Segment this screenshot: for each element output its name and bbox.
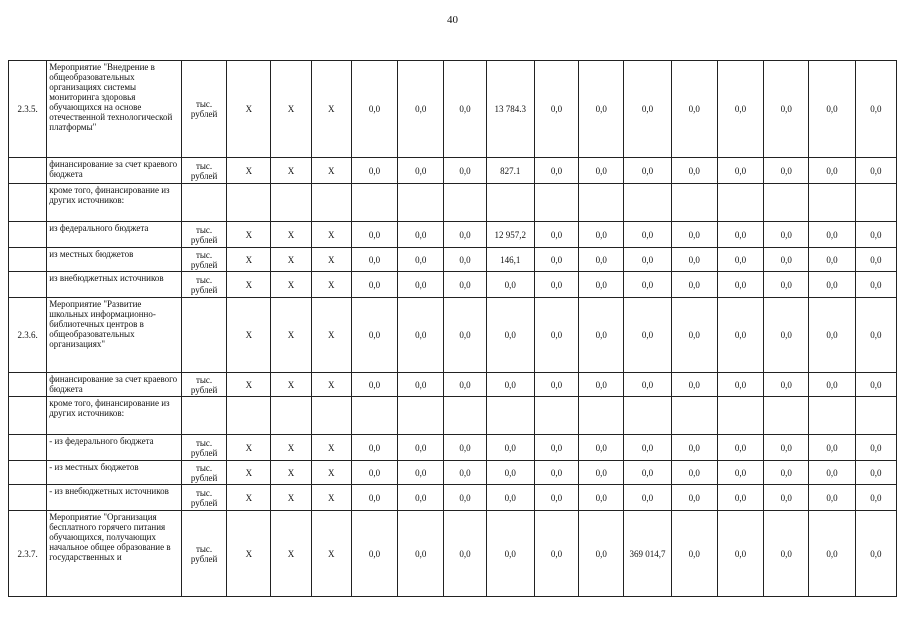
row-description: из внебюджетных источников bbox=[47, 272, 182, 298]
value-cell bbox=[534, 397, 578, 435]
table-row bbox=[9, 184, 897, 222]
value-cell: 0,0 bbox=[717, 272, 763, 298]
value-cell: 0,0 bbox=[809, 61, 855, 158]
row-description: кроме того, финансирование из других источников: bbox=[47, 184, 182, 222]
value-cell: 0,0 bbox=[444, 272, 486, 298]
row-number bbox=[9, 222, 47, 248]
value-cell: X bbox=[311, 222, 351, 248]
value-cell: 0,0 bbox=[764, 373, 809, 397]
table-row bbox=[9, 397, 897, 435]
value-cell: 0,0 bbox=[671, 61, 717, 158]
value-cell: 0,0 bbox=[351, 373, 397, 397]
budget-table bbox=[8, 60, 897, 597]
value-cell: X bbox=[271, 461, 311, 485]
value-cell: X bbox=[311, 272, 351, 298]
row-number bbox=[9, 461, 47, 485]
value-cell: 0,0 bbox=[534, 511, 578, 597]
value-cell: X bbox=[227, 435, 271, 461]
value-cell bbox=[855, 184, 896, 222]
value-cell: 0,0 bbox=[444, 298, 486, 373]
value-cell: 0,0 bbox=[809, 158, 855, 184]
row-unit: тыс. рублей bbox=[181, 158, 226, 184]
value-cell bbox=[351, 184, 397, 222]
row-unit bbox=[181, 184, 226, 222]
value-cell bbox=[271, 184, 311, 222]
value-cell: 0,0 bbox=[534, 435, 578, 461]
value-cell: 0,0 bbox=[534, 222, 578, 248]
value-cell: 0,0 bbox=[717, 435, 763, 461]
row-description: Мероприятие "Развитие школьных информационно-библиотечных центров в общеобразовательных организациях" bbox=[47, 298, 182, 373]
row-description: - из федерального бюджета bbox=[47, 435, 182, 461]
value-cell: 0,0 bbox=[579, 248, 624, 272]
value-cell bbox=[311, 184, 351, 222]
value-cell bbox=[444, 397, 486, 435]
value-cell: 0,0 bbox=[579, 373, 624, 397]
value-cell bbox=[534, 184, 578, 222]
value-cell: X bbox=[271, 248, 311, 272]
value-cell: 13 784.3 bbox=[486, 61, 534, 158]
value-cell: 0,0 bbox=[855, 373, 896, 397]
value-cell: 12 957,2 bbox=[486, 222, 534, 248]
table-row bbox=[9, 158, 897, 184]
value-cell: 0,0 bbox=[398, 511, 444, 597]
value-cell: X bbox=[227, 298, 271, 373]
value-cell: 0,0 bbox=[717, 298, 763, 373]
value-cell bbox=[671, 184, 717, 222]
value-cell: X bbox=[227, 158, 271, 184]
value-cell: 0,0 bbox=[717, 248, 763, 272]
value-cell: 0,0 bbox=[398, 435, 444, 461]
value-cell: 0,0 bbox=[444, 435, 486, 461]
value-cell: 0,0 bbox=[809, 298, 855, 373]
value-cell: 0,0 bbox=[398, 485, 444, 511]
row-number bbox=[9, 248, 47, 272]
value-cell: 0,0 bbox=[764, 461, 809, 485]
value-cell bbox=[271, 397, 311, 435]
value-cell: 0,0 bbox=[351, 61, 397, 158]
value-cell: 0,0 bbox=[671, 373, 717, 397]
value-cell: 0,0 bbox=[444, 158, 486, 184]
value-cell: 0,0 bbox=[855, 511, 896, 597]
value-cell bbox=[579, 397, 624, 435]
value-cell: 0,0 bbox=[444, 248, 486, 272]
value-cell: 0,0 bbox=[717, 485, 763, 511]
value-cell: X bbox=[271, 158, 311, 184]
value-cell bbox=[717, 397, 763, 435]
row-unit: тыс. рублей bbox=[181, 272, 226, 298]
row-number bbox=[9, 435, 47, 461]
value-cell: 0,0 bbox=[671, 461, 717, 485]
row-number bbox=[9, 485, 47, 511]
value-cell: 0,0 bbox=[398, 158, 444, 184]
value-cell: 0,0 bbox=[351, 485, 397, 511]
value-cell: 0,0 bbox=[717, 158, 763, 184]
value-cell: 0,0 bbox=[534, 461, 578, 485]
value-cell: 369 014,7 bbox=[624, 511, 671, 597]
value-cell: 0,0 bbox=[671, 511, 717, 597]
value-cell: 0,0 bbox=[444, 222, 486, 248]
value-cell: X bbox=[271, 222, 311, 248]
value-cell: 0,0 bbox=[351, 222, 397, 248]
row-unit: тыс. рублей bbox=[181, 61, 226, 158]
value-cell: 0,0 bbox=[855, 272, 896, 298]
value-cell: X bbox=[271, 485, 311, 511]
value-cell: 0,0 bbox=[855, 222, 896, 248]
table-row bbox=[9, 298, 897, 373]
table-row bbox=[9, 222, 897, 248]
value-cell bbox=[486, 184, 534, 222]
row-description: из местных бюджетов bbox=[47, 248, 182, 272]
value-cell: 0,0 bbox=[671, 435, 717, 461]
value-cell: X bbox=[227, 373, 271, 397]
row-description: кроме того, финансирование из других источников: bbox=[47, 397, 182, 435]
value-cell: 0,0 bbox=[809, 485, 855, 511]
value-cell: 0,0 bbox=[717, 222, 763, 248]
value-cell: 0,0 bbox=[579, 222, 624, 248]
value-cell: 0,0 bbox=[351, 298, 397, 373]
value-cell: 0,0 bbox=[764, 435, 809, 461]
row-number bbox=[9, 397, 47, 435]
value-cell: X bbox=[311, 435, 351, 461]
value-cell: 0,0 bbox=[855, 61, 896, 158]
value-cell: 0,0 bbox=[671, 485, 717, 511]
value-cell: 0,0 bbox=[579, 158, 624, 184]
value-cell: 0,0 bbox=[855, 248, 896, 272]
value-cell: X bbox=[271, 511, 311, 597]
value-cell: 0,0 bbox=[398, 373, 444, 397]
value-cell bbox=[717, 184, 763, 222]
row-number: 2.3.6. bbox=[9, 298, 47, 373]
value-cell bbox=[855, 397, 896, 435]
value-cell: 0,0 bbox=[444, 373, 486, 397]
value-cell: 0,0 bbox=[624, 272, 671, 298]
value-cell: X bbox=[271, 435, 311, 461]
value-cell: 0,0 bbox=[624, 435, 671, 461]
value-cell: 0,0 bbox=[351, 272, 397, 298]
value-cell: 0,0 bbox=[671, 272, 717, 298]
value-cell: 0,0 bbox=[398, 272, 444, 298]
value-cell: 0,0 bbox=[855, 158, 896, 184]
value-cell: 0,0 bbox=[579, 61, 624, 158]
value-cell: 0,0 bbox=[444, 511, 486, 597]
value-cell: 0,0 bbox=[486, 461, 534, 485]
value-cell: X bbox=[271, 272, 311, 298]
row-unit: тыс. рублей bbox=[181, 461, 226, 485]
value-cell bbox=[398, 184, 444, 222]
row-unit bbox=[181, 397, 226, 435]
value-cell: 0,0 bbox=[764, 485, 809, 511]
row-description: Мероприятие "Организация бесплатного горячего питания обучающихся, получающих начальное общее образование в государственных и bbox=[47, 511, 182, 597]
value-cell: X bbox=[271, 61, 311, 158]
value-cell: 0,0 bbox=[855, 435, 896, 461]
value-cell: 0,0 bbox=[579, 461, 624, 485]
value-cell: 0,0 bbox=[624, 222, 671, 248]
table-row bbox=[9, 373, 897, 397]
table-row bbox=[9, 461, 897, 485]
value-cell: 0,0 bbox=[398, 461, 444, 485]
value-cell: 0,0 bbox=[486, 298, 534, 373]
table-row bbox=[9, 248, 897, 272]
value-cell: 0,0 bbox=[534, 485, 578, 511]
value-cell: 0,0 bbox=[624, 248, 671, 272]
value-cell: 0,0 bbox=[444, 461, 486, 485]
row-unit: тыс. рублей bbox=[181, 435, 226, 461]
value-cell: 0,0 bbox=[351, 248, 397, 272]
table-row bbox=[9, 511, 897, 597]
value-cell bbox=[764, 397, 809, 435]
row-description: финансирование за счет краевого бюджета bbox=[47, 373, 182, 397]
value-cell: 0,0 bbox=[717, 511, 763, 597]
value-cell: 0,0 bbox=[809, 461, 855, 485]
value-cell: 0,0 bbox=[624, 61, 671, 158]
row-number bbox=[9, 158, 47, 184]
row-unit: тыс. рублей bbox=[181, 485, 226, 511]
value-cell: X bbox=[311, 248, 351, 272]
value-cell: 0,0 bbox=[444, 485, 486, 511]
value-cell: 0,0 bbox=[855, 461, 896, 485]
table-row bbox=[9, 272, 897, 298]
value-cell: 0,0 bbox=[351, 461, 397, 485]
value-cell: 0,0 bbox=[671, 158, 717, 184]
value-cell bbox=[227, 184, 271, 222]
value-cell: 0,0 bbox=[671, 222, 717, 248]
row-unit: тыс. рублей bbox=[181, 511, 226, 597]
value-cell: 0,0 bbox=[579, 485, 624, 511]
value-cell: 0,0 bbox=[809, 222, 855, 248]
value-cell: 0,0 bbox=[351, 435, 397, 461]
value-cell: 0,0 bbox=[398, 298, 444, 373]
value-cell bbox=[809, 397, 855, 435]
value-cell: 0,0 bbox=[809, 511, 855, 597]
row-number bbox=[9, 184, 47, 222]
value-cell bbox=[227, 397, 271, 435]
value-cell: 0,0 bbox=[624, 373, 671, 397]
row-number: 2.3.7. bbox=[9, 511, 47, 597]
value-cell: 0,0 bbox=[764, 158, 809, 184]
value-cell: X bbox=[271, 298, 311, 373]
table-row bbox=[9, 435, 897, 461]
value-cell: 0,0 bbox=[764, 298, 809, 373]
value-cell bbox=[624, 184, 671, 222]
value-cell: 0,0 bbox=[855, 485, 896, 511]
value-cell: 0,0 bbox=[855, 298, 896, 373]
value-cell: X bbox=[227, 272, 271, 298]
value-cell: 0,0 bbox=[534, 272, 578, 298]
row-description: - из местных бюджетов bbox=[47, 461, 182, 485]
value-cell: X bbox=[227, 222, 271, 248]
value-cell: X bbox=[227, 61, 271, 158]
value-cell: 0,0 bbox=[444, 61, 486, 158]
value-cell: 0,0 bbox=[764, 222, 809, 248]
value-cell: 0,0 bbox=[624, 298, 671, 373]
value-cell: X bbox=[311, 485, 351, 511]
row-unit bbox=[181, 298, 226, 373]
value-cell: 0,0 bbox=[809, 435, 855, 461]
value-cell: 0,0 bbox=[809, 248, 855, 272]
row-description: Мероприятие "Внедрение в общеобразовательных организациях системы мониторинга здоровья обучающихся на основе отечественной технологической платформы" bbox=[47, 61, 182, 158]
row-unit: тыс. рублей bbox=[181, 222, 226, 248]
value-cell: 0,0 bbox=[486, 511, 534, 597]
value-cell: X bbox=[311, 461, 351, 485]
value-cell: 0,0 bbox=[398, 61, 444, 158]
value-cell: 0,0 bbox=[534, 158, 578, 184]
row-number bbox=[9, 272, 47, 298]
value-cell: 0,0 bbox=[579, 272, 624, 298]
row-number bbox=[9, 373, 47, 397]
value-cell: X bbox=[271, 373, 311, 397]
value-cell: 0,0 bbox=[486, 373, 534, 397]
row-number: 2.3.5. bbox=[9, 61, 47, 158]
value-cell: 0,0 bbox=[351, 511, 397, 597]
value-cell: 0,0 bbox=[579, 298, 624, 373]
value-cell: 0,0 bbox=[671, 248, 717, 272]
value-cell: X bbox=[311, 298, 351, 373]
value-cell: 0,0 bbox=[486, 485, 534, 511]
value-cell: 0,0 bbox=[624, 485, 671, 511]
value-cell: 0,0 bbox=[579, 511, 624, 597]
value-cell: 0,0 bbox=[809, 272, 855, 298]
value-cell: 0,0 bbox=[764, 61, 809, 158]
value-cell: 0,0 bbox=[671, 298, 717, 373]
row-unit: тыс. рублей bbox=[181, 248, 226, 272]
value-cell: 0,0 bbox=[534, 298, 578, 373]
value-cell: 0,0 bbox=[764, 248, 809, 272]
value-cell: 0,0 bbox=[486, 435, 534, 461]
value-cell: 827.1 bbox=[486, 158, 534, 184]
value-cell bbox=[486, 397, 534, 435]
value-cell bbox=[444, 184, 486, 222]
value-cell: X bbox=[227, 461, 271, 485]
value-cell: 0,0 bbox=[486, 272, 534, 298]
value-cell bbox=[764, 184, 809, 222]
value-cell: X bbox=[227, 248, 271, 272]
value-cell bbox=[579, 184, 624, 222]
value-cell: 0,0 bbox=[398, 222, 444, 248]
value-cell: X bbox=[311, 373, 351, 397]
value-cell: 146,1 bbox=[486, 248, 534, 272]
value-cell: X bbox=[311, 511, 351, 597]
value-cell bbox=[671, 397, 717, 435]
value-cell: X bbox=[227, 485, 271, 511]
row-description: из федерального бюджета bbox=[47, 222, 182, 248]
value-cell: 0,0 bbox=[534, 373, 578, 397]
value-cell: X bbox=[227, 511, 271, 597]
value-cell: X bbox=[311, 158, 351, 184]
value-cell: 0,0 bbox=[579, 435, 624, 461]
page-number: 40 bbox=[447, 14, 458, 26]
value-cell: 0,0 bbox=[717, 61, 763, 158]
row-unit: тыс. рублей bbox=[181, 373, 226, 397]
value-cell: 0,0 bbox=[351, 158, 397, 184]
value-cell: 0,0 bbox=[534, 248, 578, 272]
value-cell: 0,0 bbox=[624, 461, 671, 485]
value-cell: 0,0 bbox=[717, 461, 763, 485]
value-cell: 0,0 bbox=[717, 373, 763, 397]
value-cell bbox=[809, 184, 855, 222]
value-cell: 0,0 bbox=[764, 272, 809, 298]
value-cell: 0,0 bbox=[398, 248, 444, 272]
value-cell bbox=[351, 397, 397, 435]
value-cell: 0,0 bbox=[809, 373, 855, 397]
value-cell: 0,0 bbox=[534, 61, 578, 158]
value-cell bbox=[624, 397, 671, 435]
row-description: - из внебюджетных источников bbox=[47, 485, 182, 511]
value-cell: X bbox=[311, 61, 351, 158]
row-description: финансирование за счет краевого бюджета bbox=[47, 158, 182, 184]
value-cell: 0,0 bbox=[624, 158, 671, 184]
value-cell: 0,0 bbox=[764, 511, 809, 597]
table-row bbox=[9, 485, 897, 511]
value-cell bbox=[311, 397, 351, 435]
table-row bbox=[9, 61, 897, 158]
value-cell bbox=[398, 397, 444, 435]
